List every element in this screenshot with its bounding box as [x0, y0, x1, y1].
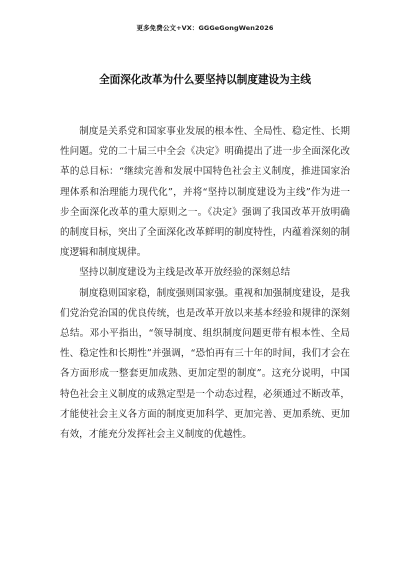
page-header: 更多免费公文+VX：GGGeGongWen2026 [136, 24, 274, 32]
document-title: 全面深化改革为什么要坚持以制度建设为主线 [99, 74, 311, 86]
paragraph: 制度是关系党和国家事业发展的根本性、全局性、稳定性、长期性问题。党的二十届三中全会《决定》明确提出了进一步全面深化改革的总目标：“继续完善和发展中国特色社会主义制度，推进国家治理体系和治理能力现代化”，并将“坚持以制度建设为主线”作为进一步全面深化改革的重大原则之一。《决定》强调了我国改革开放明确的制度目标，突出了全面深化改革鲜明的制度特性，内蕴着深刻的制度逻辑和制度规律。 [60, 126, 350, 259]
paragraph: 制度稳则国家稳，制度强则国家强。重视和加强制度建设，是我们党治党治国的优良传统，也是改革开放以来基本经验和规律的深刻总结。邓小平指出，“领导制度、组织制度问题更带有根本性、全局性、稳定性和长期性”并强调，“恐怕再有三十年的时间，我们才会在各方面形成一整套更加成熟、更加定型的制度”。这充分说明，中国特色社会主义制度的成熟定型是一个动态过程，必须通过不断改革，才能使社会主义各方面的制度更加科学、更加完善、更加系统、更加有效，才能充分发挥社会主义制度的优越性。 [60, 287, 350, 441]
document-body [60, 122, 350, 445]
section-heading: 坚持以制度建设为主线是改革开放经验的深刻总结 [79, 267, 291, 279]
